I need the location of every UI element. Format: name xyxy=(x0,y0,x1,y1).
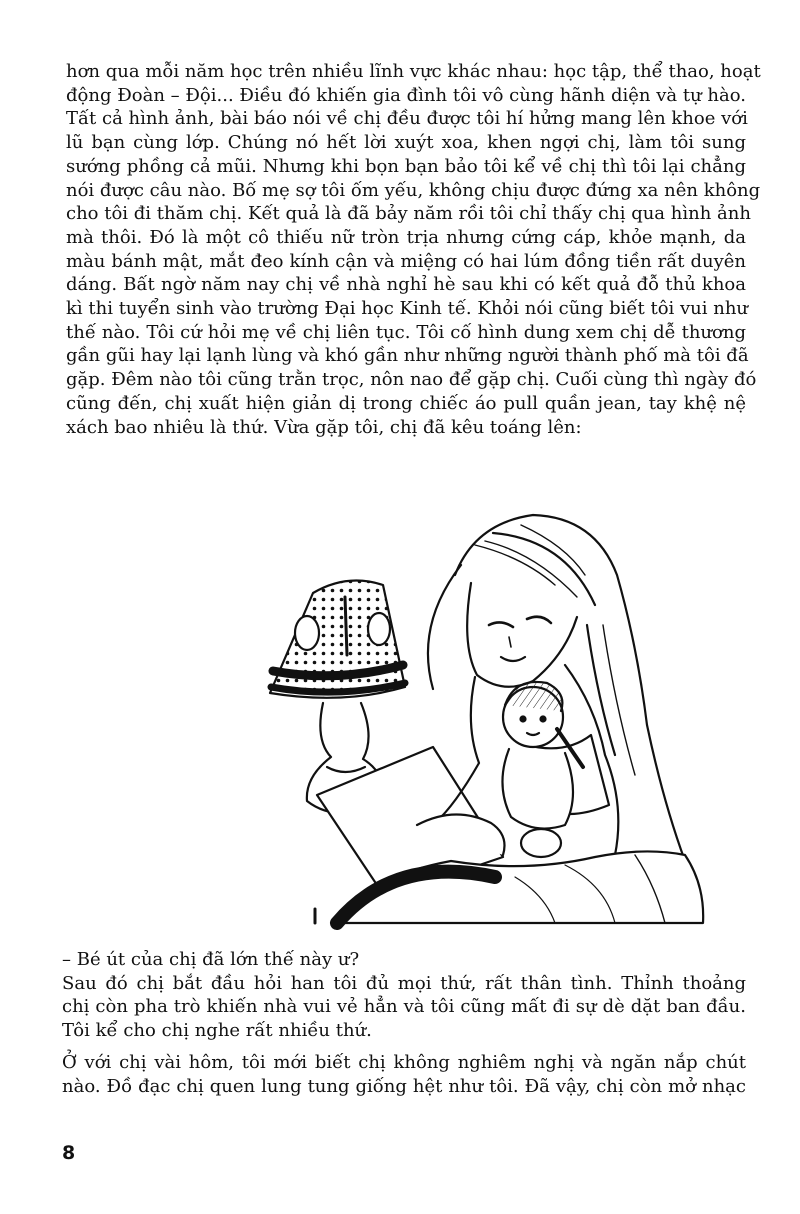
text-line: kì thi tuyển sinh vào trường Đại học Kinh tế. Khỏi nói cũng biết tôi vui như xyxy=(66,298,749,320)
text-line: Tất cả hình ảnh, bài báo nói về chị đều được tôi hí hửng mang lên khoe với xyxy=(66,108,748,130)
text-line: động Đoàn – Đội... Điều đó khiến gia đình tôi vô cùng hãnh diện và tự hào. xyxy=(66,84,746,106)
text-line: sướng phồng cả mũi. Nhưng khi bọn bạn bảo tôi kể về chị thì tôi lại chẳng xyxy=(66,155,746,177)
text-line: mà thôi. Đó là một cô thiếu nữ tròn trịa nhưng cứng cáp, khỏe mạnh, da xyxy=(66,226,746,248)
text-line: Ở với chị vài hôm, tôi mới biết chị không nghiêm nghị và ngăn nắp chút xyxy=(62,1051,746,1073)
text-line: Sau đó chị bắt đầu hỏi han tôi đủ mọi thứ, rất thân tình. Thỉnh thoảng xyxy=(62,972,746,994)
lower-text xyxy=(62,948,746,1098)
text-line: gặp. Đêm nào tôi cũng trằn trọc, nôn nao để gặp chị. Cuối cùng thì ngày đó xyxy=(66,369,757,391)
page-number: 8 xyxy=(62,1142,76,1164)
illustration-girl-with-doll-and-lamp xyxy=(265,505,710,930)
text-line: lũ bạn cùng lớp. Chúng nó hết lời xuýt xoa, khen ngợi chị, làm tôi sung xyxy=(66,132,746,154)
text-line: nói được câu nào. Bố mẹ sợ tôi ốm yếu, không chịu được đứng xa nên không xyxy=(66,179,761,201)
text-line: chị còn pha trò khiến nhà vui vẻ hẳn và tôi cũng mất đi sự dè dặt ban đầu. xyxy=(62,996,746,1018)
paragraph-3 xyxy=(62,1051,746,1098)
text-line: cũng đến, chị xuất hiện giản dị trong chiếc áo pull quần jean, tay khệ nệ xyxy=(66,392,746,414)
text-line: nào. Đồ đạc chị quen lung tung giống hệt như tôi. Đã vậy, chị còn mở nhạc xyxy=(62,1075,746,1097)
text-line: gần gũi hay lại lạnh lùng và khó gần như những người thành phố mà tôi đã xyxy=(66,345,749,367)
paragraph-2 xyxy=(62,972,746,1043)
text-line: – Bé út của chị đã lớn thế này ư? xyxy=(62,949,360,970)
paragraph-1 xyxy=(66,60,761,439)
text-line: dáng. Bất ngờ năm nay chị về nhà nghỉ hè sau khi có kết quả đỗ thủ khoa xyxy=(66,274,746,296)
text-line: thế nào. Tôi cứ hỏi mẹ về chị liên tục. Tôi cố hình dung xem chị dễ thương xyxy=(66,321,746,343)
text-line: Tôi kể cho chị nghe rất nhiều thứ. xyxy=(62,1020,372,1042)
text-line: cho tôi đi thăm chị. Kết quả là đã bảy năm rồi tôi chỉ thấy chị qua hình ảnh xyxy=(66,203,751,225)
text-line: màu bánh mật, mắt đeo kính cận và miệng có hai lúm đồng tiền rất duyên xyxy=(66,250,746,272)
text-line: xách bao nhiêu là thứ. Vừa gặp tôi, chị đã kêu toáng lên: xyxy=(66,416,582,438)
text-line: hơn qua mỗi năm học trên nhiều lĩnh vực khác nhau: học tập, thể thao, hoạt xyxy=(66,61,761,82)
dialogue-line xyxy=(62,948,746,972)
